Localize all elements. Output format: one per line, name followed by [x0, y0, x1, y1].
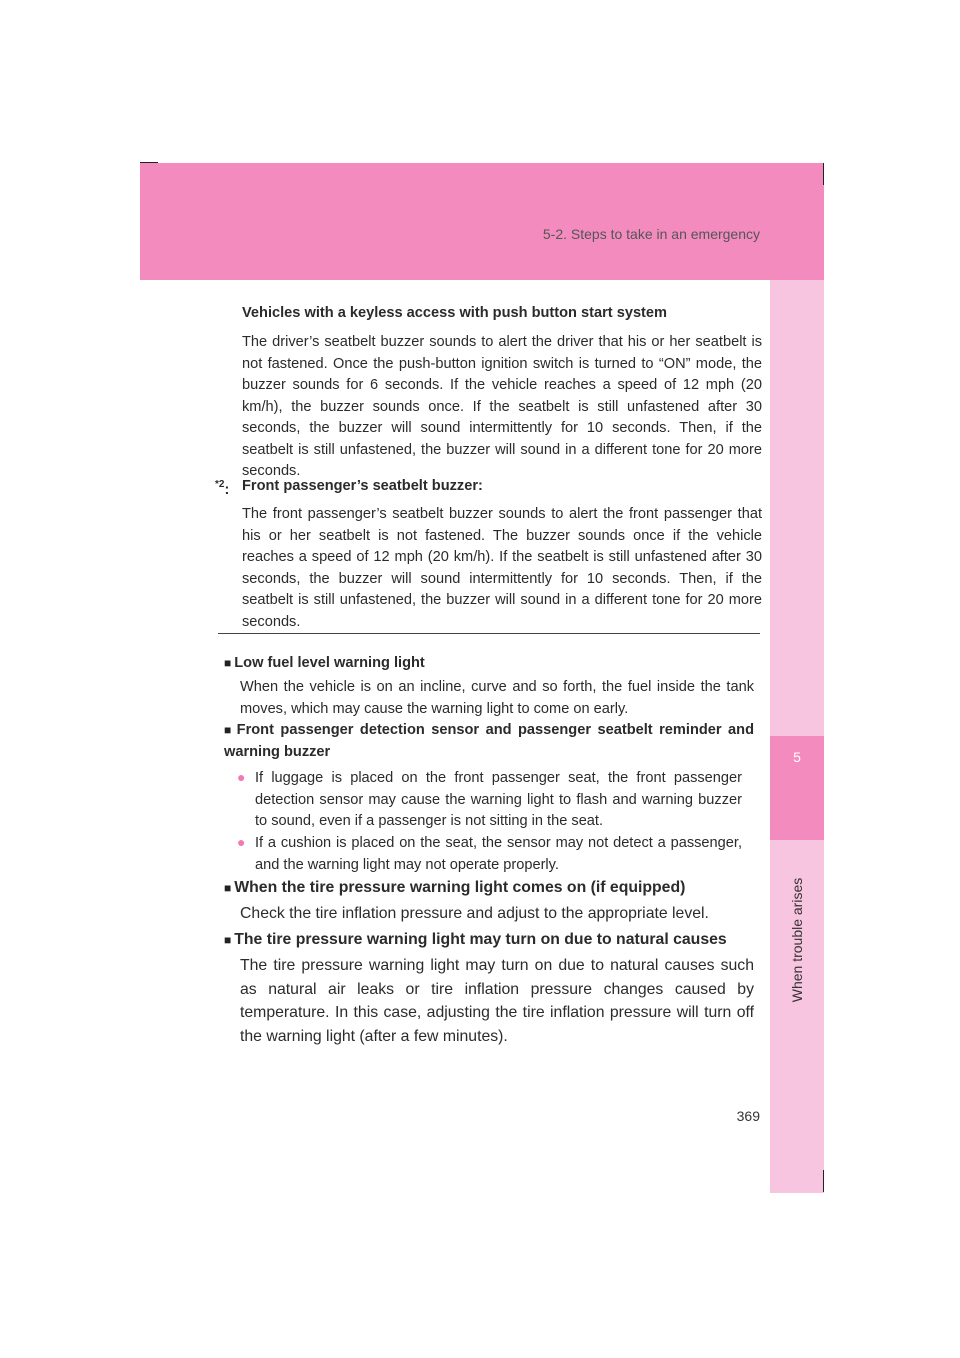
- crop-mark-bottom-right: [823, 1170, 824, 1192]
- intro-body: The driver’s seatbelt buzzer sounds to alert the driver that his or her seatbelt is not fastened. Once the push-button ignition switch is turned to “ON” mode, the buzzer sounds for 6 seconds. If the vehicle reaches a speed of 12 mph (20 km/h), the buzzer sounds once. If the seatbelt is still unfastened after 30 seconds, the buzzer will sound intermittently for 10 seconds. Then, if the seatbelt is still unfastened, the buzzer will sound in a different tone for 20 more seconds.: [242, 334, 762, 479]
- circle-bullet-icon: ●: [237, 769, 246, 785]
- note2-body: The front passenger’s seatbelt buzzer sounds to alert the front passenger that his or her seatbelt is not fastened. The buzzer sounds once if the vehicle reaches a speed of 12 mph (20 km/h). If the seatbelt is still unfastened after 30 seconds, the buzzer will sound intermittently for 10 seconds. Then, if the seatbelt is still unfastened, the buzzer will sound in a different tone for 20 more seconds.: [242, 506, 762, 630]
- chapter-number: 5: [793, 749, 801, 765]
- intro-heading: Vehicles with a keyless access with push button start system: [242, 305, 668, 321]
- passenger-detection-heading: [224, 720, 754, 763]
- list-item: If a cushion is placed on the seat, the sensor may not detect a passenger, and the warning light may not operate properly.: [255, 835, 742, 873]
- header-band: [140, 163, 824, 280]
- tire-warning-heading-text: When the tire pressure warning light comes on (if equipped): [234, 879, 686, 896]
- low-fuel-heading-text: Low fuel level warning light: [234, 655, 425, 671]
- tire-natural-body: The tire pressure warning light may turn on due to natural causes such as natural air leaks or tire inflation pressure changes caused by temperature. In this case, adjusting the tire inflation pressure will turn off the warning light (after a few minutes).: [240, 957, 754, 1045]
- note2-colon: :: [224, 482, 230, 498]
- tire-natural-heading: [224, 928, 760, 953]
- low-fuel-body: When the vehicle is on an incline, curve and so forth, the fuel inside the tank moves, which may cause the warning light to come on early.: [240, 679, 754, 717]
- tire-natural-heading-text: The tire pressure warning light may turn on due to natural causes: [234, 931, 727, 948]
- crop-mark-top-right: [823, 163, 824, 185]
- passenger-detection-heading-text: Front passenger detection sensor and passenger seatbelt reminder and warning buzzer: [224, 722, 754, 760]
- square-bullet-icon: ■: [224, 723, 234, 737]
- tire-warning-heading: [224, 876, 760, 901]
- list-item: If luggage is placed on the front passenger seat, the front passenger detection sensor may cause the warning light to flash and warning buzzer to sound, even if a passenger is not sitting in the seat.: [255, 770, 742, 829]
- chapter-title: When trouble arises: [789, 877, 805, 1003]
- square-bullet-icon: ■: [224, 881, 232, 895]
- low-fuel-heading: [224, 653, 760, 675]
- page-number: 369: [736, 1108, 760, 1124]
- tire-warning-body: Check the tire inflation pressure and adjust to the appropriate level.: [240, 905, 709, 922]
- note2-number: 2: [218, 479, 225, 490]
- circle-bullet-icon: ●: [237, 834, 246, 850]
- note2-heading: Front passenger’s seatbelt buzzer:: [242, 478, 483, 494]
- section-divider: [218, 633, 760, 634]
- note2-marker: [215, 474, 229, 502]
- square-bullet-icon: ■: [224, 933, 232, 947]
- note2-star: *: [215, 479, 219, 490]
- section-reference: 5-2. Steps to take in an emergency: [542, 226, 760, 242]
- square-bullet-icon: ■: [224, 656, 232, 670]
- crop-mark-top-left: [140, 162, 158, 163]
